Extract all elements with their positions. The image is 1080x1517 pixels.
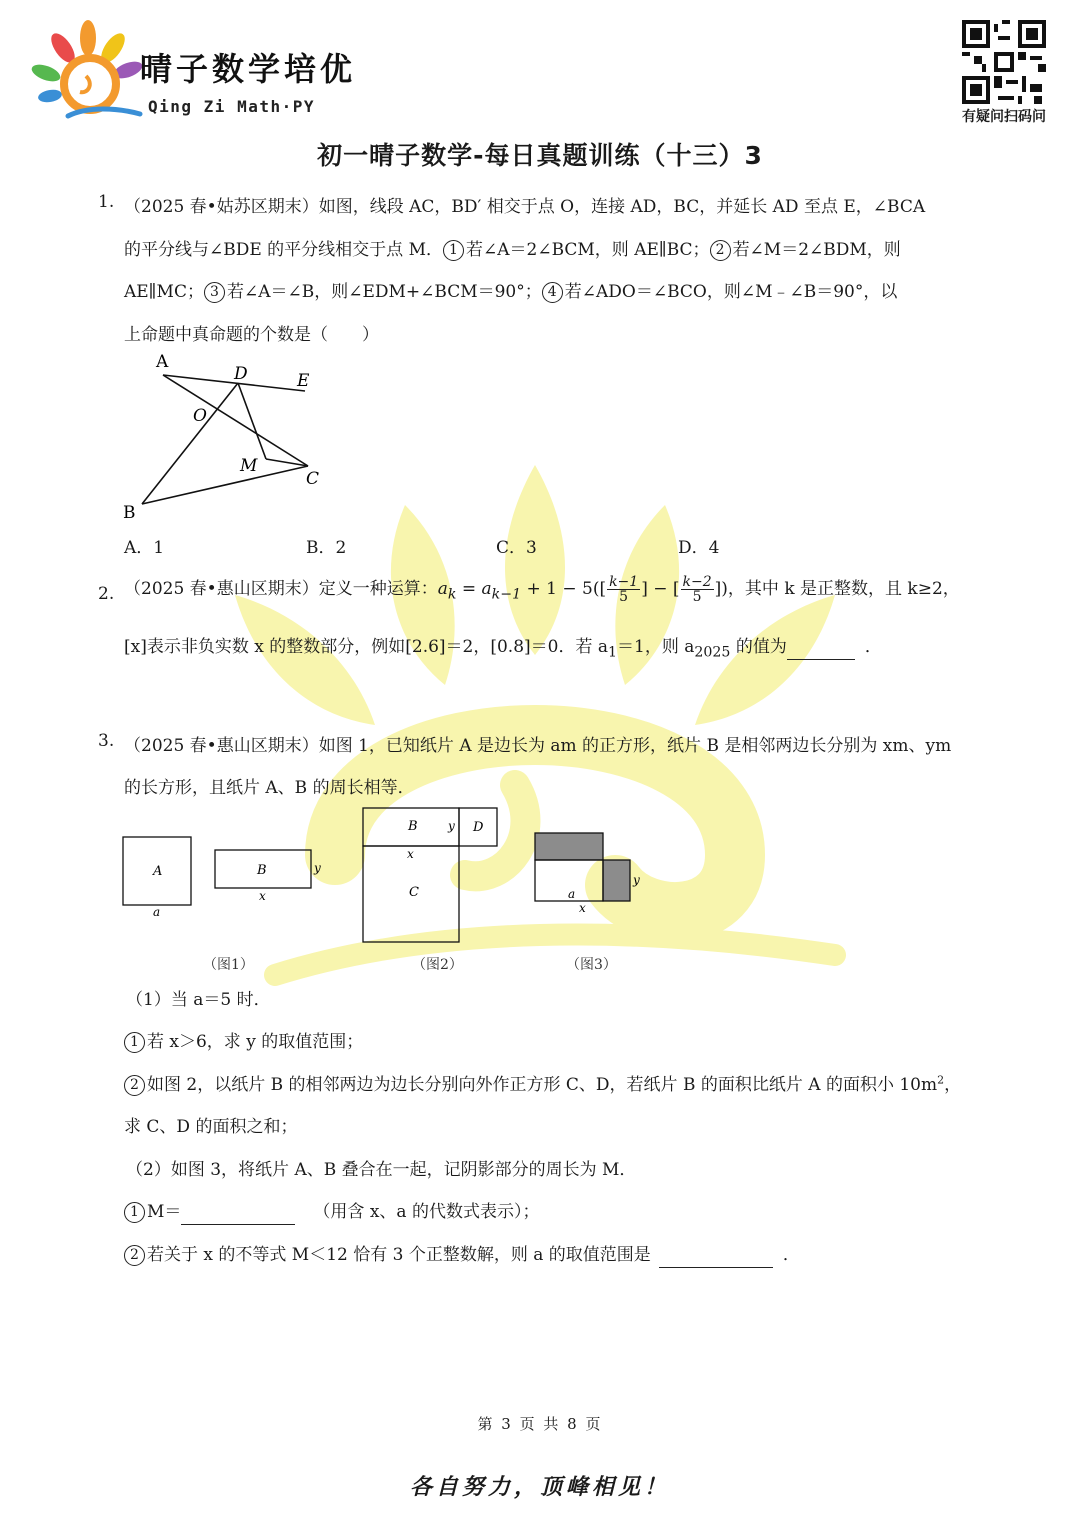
fraction-2: $\frac{k-2}{5}$ — [682, 574, 712, 605]
q3-part1-2-cont: 求 C、D 的面积之和； — [124, 1117, 298, 1137]
q2-answer-blank[interactable] — [787, 639, 855, 660]
label-M: M — [240, 456, 258, 476]
fraction-1: $\frac{k-1}{5}$ — [609, 574, 639, 605]
fig2-label-D: D — [473, 820, 484, 835]
label-D: D — [234, 364, 248, 384]
q1-line-2: 的平分线与∠BDE 的平分线相交于点 M． 1 若∠A＝2∠BCM，则 AE∥BC； 2 若∠M＝2∠BDM，则 — [124, 240, 901, 260]
page-title: 初一晴子数学-每日真题训练（十三）3 — [317, 141, 763, 170]
q3-part2: （2）如图 3，将纸片 A、B 叠合在一起，记阴影部分的周长为 M． — [126, 1160, 637, 1180]
label-O: O — [193, 406, 207, 426]
q3-part2-2: 2 若关于 x 的不等式 M＜12 恰有 3 个正整数解，则 a 的取值范围是 ． — [124, 1240, 800, 1268]
q1-option-a[interactable]: A．1 — [124, 538, 165, 558]
q2-line-2: [x]表示非负实数 x 的整数部分，例如[2.6]＝2，[0.8]＝0．若 $a_1=1$，则 $a_{2025}$ 的值为 ． — [124, 637, 882, 661]
q3-figure-1 — [118, 830, 333, 925]
fig1-label-x: x — [259, 889, 266, 903]
footer-motto: 各自努力，顶峰相见！ — [409, 1474, 670, 1500]
brand-name: 晴子数学培优 — [140, 50, 357, 88]
q2-number: 2. — [98, 584, 115, 604]
brand-logo-icon — [28, 18, 148, 130]
fig3-label-a: a — [568, 887, 576, 901]
shaded-region-right — [603, 860, 630, 901]
q1-option-c[interactable]: C．3 — [496, 538, 537, 558]
q3-line-2: 的长方形，且纸片 A、B 的周长相等． — [124, 778, 415, 798]
fig1-caption: （图1） — [203, 957, 254, 973]
fig2-label-C: C — [409, 885, 419, 900]
circle-number-2: 2 — [124, 1075, 145, 1096]
qr-code-icon — [962, 20, 1046, 104]
q2-line-1: （2025 春•惠山区期末）定义一种运算：$a_k = a_{k-1} + 1 - 5$([ $\frac{k-1}{5}$ ] − [ $\frac{k-2}{5}$ ])，其中 k 是正整数，且 k≥2， — [124, 574, 960, 605]
label-C: C — [306, 469, 320, 489]
circle-number-1: 1 — [124, 1032, 145, 1053]
fig3-caption: （图3） — [566, 957, 617, 973]
fig2-caption: （图2） — [412, 957, 463, 973]
fig1-label-A: A — [153, 864, 163, 879]
q1-geometry-figure — [115, 348, 325, 523]
q1-line-4: 上命题中真命题的个数是（ ） — [124, 325, 379, 345]
fig1-label-B: B — [257, 863, 267, 878]
fig2-label-B: B — [408, 819, 418, 834]
q1-option-d[interactable]: D．4 — [678, 538, 720, 558]
q3-part1: （1）当 a＝5 时． — [126, 990, 271, 1010]
q3-figure-3 — [530, 828, 650, 918]
q3-range-answer-blank[interactable] — [659, 1247, 773, 1268]
brand-name-en: Qing Zi Math·PY — [148, 97, 315, 116]
q3-M-answer-blank[interactable] — [181, 1204, 295, 1225]
label-E: E — [297, 371, 310, 391]
circle-number-1: 1 — [443, 240, 464, 261]
label-B: B — [123, 503, 136, 523]
q3-part1-1: 1 若 x＞6，求 y 的取值范围； — [124, 1027, 363, 1053]
q3-part2-1: 1 M＝ （用含 x、a 的代数式表示）； — [124, 1197, 539, 1225]
q1-option-b[interactable]: B．2 — [306, 538, 347, 558]
shaded-region-top — [535, 833, 603, 860]
circle-number-4: 4 — [542, 282, 563, 303]
page-number: 第 3 页 共 8 页 — [477, 1415, 603, 1433]
circle-number-1: 1 — [124, 1202, 145, 1223]
circle-number-2: 2 — [710, 240, 731, 261]
q3-line-1: （2025 春•惠山区期末）如图 1，已知纸片 A 是边长为 am 的正方形，纸片 B 是相邻两边长分别为 xm、ym — [124, 736, 952, 756]
q3-part1-2: 2 如图 2，以纸片 B 的相邻两边为边长分别向外作正方形 C、D，若纸片 B 的面积比纸片 A 的面积小 $10m^2$， — [124, 1070, 961, 1096]
label-A: A — [156, 352, 169, 372]
q1-number: 1. — [98, 192, 115, 212]
circle-number-2: 2 — [124, 1245, 145, 1266]
qr-caption: 有疑问扫码问 — [962, 109, 1046, 125]
q1-line-1: （2025 春•姑苏区期末）如图，线段 AC，BD′ 相交于点 O，连接 AD，BC，并延长 AD 至点 E，∠BCA — [124, 197, 926, 217]
fig2-label-x: x — [407, 847, 414, 861]
fig3-label-y: y — [633, 873, 640, 887]
fig2-label-y: y — [448, 819, 455, 833]
q1-line-3: AE∥MC； 3 若∠A＝∠B，则∠EDM+∠BCM＝90°； 4 若∠ADO＝∠BCO，则∠M﹣∠B＝90°，以 — [124, 282, 898, 302]
fig1-label-a: a — [153, 905, 161, 919]
fig1-label-y: y — [314, 861, 321, 875]
fig3-label-x: x — [579, 901, 586, 915]
q3-number: 3. — [98, 731, 115, 751]
q3-figure-2 — [358, 803, 503, 948]
circle-number-3: 3 — [204, 282, 225, 303]
